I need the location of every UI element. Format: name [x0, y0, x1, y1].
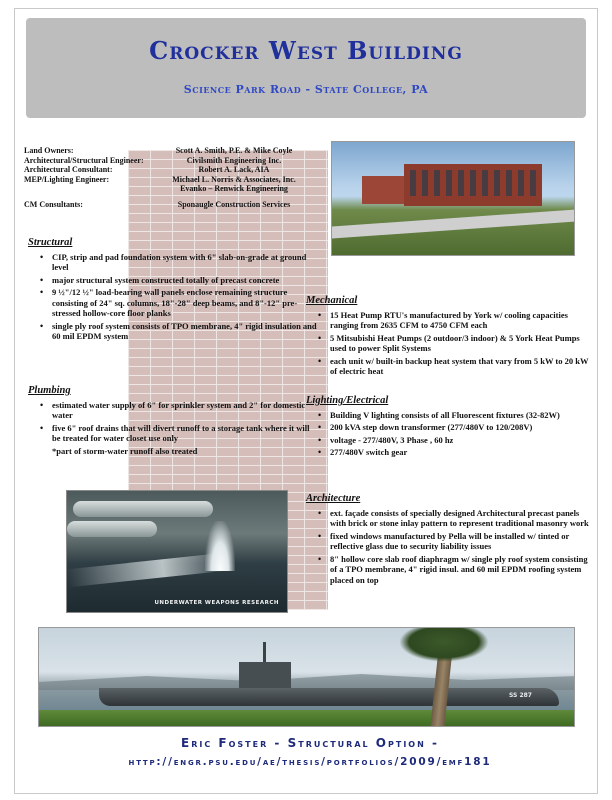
credit-role [24, 184, 144, 194]
credit-name: Michael L. Norris & Associates, Inc. [172, 174, 296, 184]
page-title: Crocker West Building [149, 36, 463, 65]
credit-row [24, 200, 324, 210]
list-item: • 9 ½"/12 ½" load-bearing wall panels enclose remaining structure consisting of 24" sq. columns, 18"-28" deep beams, and 8"-12" pre-stressed hollow-core floor planks [40, 287, 298, 318]
list-item: • estimated water supply of 6" for sprinkler system and 2" for domestic water [40, 399, 306, 420]
mechanical-heading: Mechanical [306, 295, 358, 306]
submarine-photo [38, 627, 575, 727]
tank-shape [73, 501, 213, 517]
plumbing-note: *part of storm-water runoff also treated [52, 445, 198, 456]
credit-row [24, 165, 324, 175]
lighting-section [306, 396, 591, 460]
architecture-heading: Architecture [306, 493, 361, 504]
bullet-icon: • [40, 274, 44, 285]
credit-role: CM Consultants: [24, 199, 83, 209]
building-body [404, 164, 542, 206]
submarine-tower [239, 662, 291, 690]
credit-role: Architectural/Structural Engineer: [24, 155, 144, 165]
underwater-weapons-photo [66, 490, 288, 613]
page-subtitle: Science Park Road - State College, PA [183, 83, 429, 96]
bullet-icon: • [318, 309, 322, 320]
bullet-icon: • [318, 530, 322, 541]
list-item: • ext. façade consists of specially designed Architectural precast panels with brick or stone inlay pattern to represent traditional masonry work [318, 507, 589, 528]
bullet-icon: • [40, 399, 44, 410]
list-item: • 8" hollow core slab roof diaphragm w/ single ply roof system consisting of a TPO membrane, 4" rigid insul. and 60 mil EPDM roofing system placed on top [318, 553, 588, 585]
list-item: • major structural system constructed totally of precast concrete [40, 274, 280, 285]
list-item: • 277/480V switch gear [318, 447, 408, 457]
bullet-icon: • [40, 320, 44, 331]
bullet-icon: • [40, 251, 44, 262]
building-rendering-photo [331, 141, 575, 256]
header-banner [26, 18, 586, 118]
portfolio-url-link[interactable]: http://engr.psu.edu/ae/thesis/portfolios/2009/emf181 [128, 756, 492, 768]
submarine-mast [263, 642, 266, 664]
credit-row [24, 146, 324, 156]
credit-role: MEP/Lighting Engineer: [24, 174, 110, 184]
list-item: • five 6" roof drains that will divert runoff to a storage tank where it will be treated for water closet use only [40, 422, 310, 443]
credit-name: Robert A. Lack, AIA [198, 165, 270, 174]
bullet-icon: • [318, 507, 322, 518]
submarine-hull [99, 688, 559, 706]
credit-role: Architectural Consultant: [24, 165, 113, 174]
building-wing [362, 176, 410, 204]
water-spray [66, 553, 227, 588]
credit-name: Sponaugle Construction Services [177, 199, 291, 209]
bullet-icon: • [318, 447, 322, 457]
bullet-icon: • [318, 422, 322, 432]
credit-row [24, 156, 324, 166]
submarine-label: SS 287 [509, 692, 532, 699]
footer [40, 736, 580, 768]
structural-section [28, 238, 318, 344]
credit-name: Evanko – Renwick Engineering [180, 184, 288, 193]
palm-leaves [399, 627, 489, 662]
bullet-icon: • [40, 287, 44, 297]
credits-block [24, 146, 324, 209]
credit-row [24, 184, 324, 194]
bullet-icon: • [318, 355, 322, 366]
list-item: • each unit w/ built-in backup heat system that vary from 5 kW to 20 kW of electric heat [318, 355, 589, 376]
credit-name: Scott A. Smith, P.E. & Mike Coyle [175, 146, 293, 155]
credit-row [24, 175, 324, 185]
list-item: • fixed windows manufactured by Pella will be installed w/ tinted or reflective glass due to security liability issues [318, 530, 570, 551]
list-item: • 15 Heat Pump RTU's manufactured by York w/ cooling capacities ranging from 2635 CFM to 4750 CFM each [318, 309, 568, 330]
grass-strip [39, 710, 575, 726]
architecture-section [306, 494, 591, 587]
mechanical-section [306, 296, 591, 379]
list-item: • voltage - 277/480V, 3 Phase , 60 hz [318, 434, 454, 445]
lighting-heading: Lighting/Electrical [306, 395, 389, 406]
list-item: • CIP, strip and pad foundation system with 6" slab-on-grade at ground level [40, 251, 307, 272]
bullet-icon: • [318, 553, 322, 564]
credit-name: Civilsmith Engineering Inc. [186, 155, 282, 165]
plumbing-heading: Plumbing [28, 385, 71, 396]
list-item: • Building V lighting consists of all Fluorescent fixtures (32-82W) [318, 409, 560, 420]
tank-shape [67, 521, 157, 537]
list-item: • 200 kVA step down transformer (277/480V to 120/208V) [318, 422, 533, 432]
author-line: Eric Foster - Structural Option - [181, 736, 439, 750]
photo-caption: UNDERWATER WEAPONS RESEARCH [154, 600, 279, 606]
bullet-icon: • [318, 434, 322, 445]
list-item: • single ply roof system consists of TPO membrane, 4" rigid insulation and 60 mil EPDM system [40, 320, 317, 341]
credit-role: Land Owners: [24, 146, 74, 155]
bullet-icon: • [40, 422, 44, 433]
bullet-icon: • [318, 332, 322, 343]
plumbing-section [28, 386, 318, 456]
bullet-icon: • [318, 409, 322, 420]
hills-shape [39, 670, 575, 690]
list-item: • 5 Mitsubishi Heat Pumps (2 outdoor/3 indoor) & 5 York Heat Pumps used to power Split Systems [318, 332, 580, 353]
structural-heading: Structural [28, 237, 73, 248]
building-road [332, 209, 575, 238]
